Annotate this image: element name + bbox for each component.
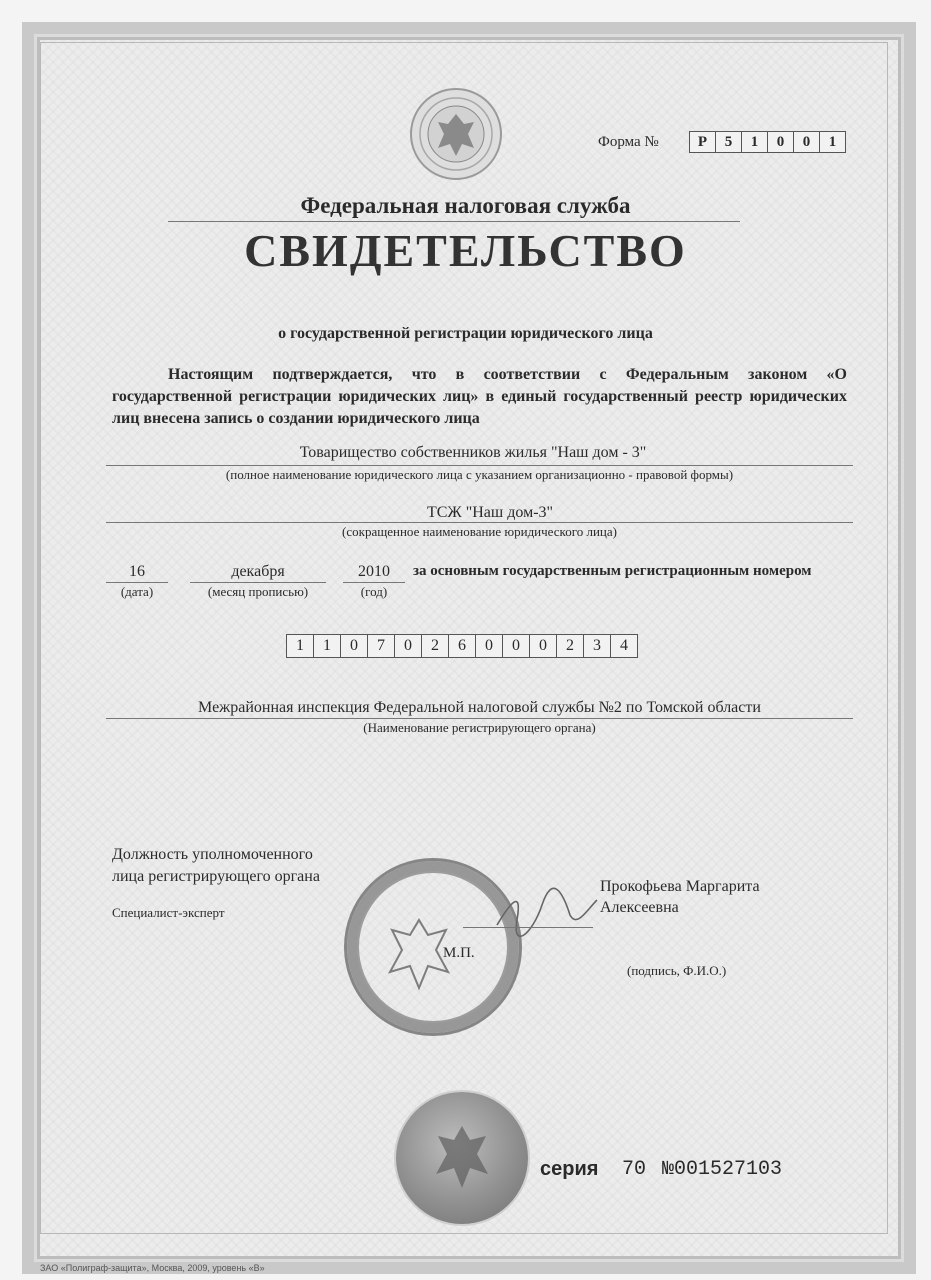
- signatory-position: Специалист-эксперт: [112, 905, 225, 920]
- mp-label: М.П.: [443, 945, 475, 961]
- ogrn-cells: [287, 634, 638, 658]
- document-subtitle: о государственной регистрации юридического лица: [278, 325, 653, 342]
- date-year-line: [343, 582, 405, 583]
- confirmation-paragraph: Настоящим подтверждается, что в соответствии с Федеральным законом «О государственной регистрации юридических лиц» в единый государственный реестр юридических лиц внесена запись о создании юридического лица: [112, 366, 847, 427]
- short-name-caption: (сокращенное наименование юридического лица): [342, 524, 617, 539]
- agency-name: Федеральная налоговая служба: [300, 193, 631, 218]
- form-number-label: Форма №: [598, 134, 659, 150]
- short-name-line: [106, 522, 853, 523]
- date-month: декабря: [231, 563, 285, 580]
- ogrn-digit: 0: [340, 634, 368, 658]
- form-code-cell: 1: [741, 131, 768, 153]
- form-code-cell: 0: [793, 131, 820, 153]
- ogrn-digit: 1: [286, 634, 314, 658]
- full-name-line: [106, 465, 853, 466]
- authority-line: [106, 718, 853, 719]
- form-number-cells: [690, 131, 846, 153]
- signature-caption: (подпись, Ф.И.О.): [627, 963, 727, 978]
- ogrn-digit: 1: [313, 634, 341, 658]
- document-title: СВИДЕТЕЛЬСТВО: [244, 225, 687, 276]
- date-year-caption: (год): [360, 584, 388, 599]
- full-name-caption: (полное наименование юридического лица с указанием организационно - правовой формы): [225, 467, 734, 482]
- certificate-number: №001527103: [662, 1158, 783, 1181]
- registration-number-label: за основным государственным регистрационным номером: [413, 563, 812, 579]
- ogrn-digit: 0: [529, 634, 557, 658]
- entity-short-name: ТСЖ "Наш дом-3": [426, 504, 554, 521]
- signature-line: [463, 927, 593, 928]
- date-month-caption: (месяц прописью): [207, 584, 309, 599]
- ogrn-digit: 2: [421, 634, 449, 658]
- position-label-line-1: Должность уполномоченного: [112, 846, 313, 863]
- ogrn-digit: 0: [502, 634, 530, 658]
- ogrn-digit: 7: [367, 634, 395, 658]
- ogrn-digit: 6: [448, 634, 476, 658]
- ogrn-digit: 4: [610, 634, 638, 658]
- series-code: 70: [622, 1158, 647, 1181]
- agency-underline: [168, 221, 740, 222]
- form-code-cell: Р: [689, 131, 716, 153]
- position-label-line-2: лица регистрирующего органа: [112, 868, 320, 885]
- form-code-cell: 5: [715, 131, 742, 153]
- seal-eagle-icon: [422, 1118, 502, 1198]
- form-code-cell: 0: [767, 131, 794, 153]
- signatory-name-line-2: Алексеевна: [600, 899, 679, 916]
- date-day-line: [106, 582, 168, 583]
- emblem-icon: [408, 86, 504, 182]
- series-label: серия: [540, 1158, 599, 1180]
- date-day: 16: [129, 563, 145, 580]
- printer-footer: ЗАО «Полиграф-защита», Москва, 2009, уровень «В»: [40, 1263, 265, 1273]
- ogrn-digit: 2: [556, 634, 584, 658]
- entity-full-name: Товарищество собственников жилья "Наш дом - 3": [299, 444, 647, 461]
- signature-scribble: [492, 880, 602, 940]
- ogrn-digit: 3: [583, 634, 611, 658]
- authority-name: Межрайонная инспекция Федеральной налоговой службы №2 по Томской области: [198, 699, 761, 716]
- form-code-cell: 1: [819, 131, 846, 153]
- date-year: 2010: [358, 563, 390, 580]
- ogrn-digit: 0: [475, 634, 503, 658]
- ogrn-digit: 0: [394, 634, 422, 658]
- authority-caption: (Наименование регистрирующего органа): [363, 720, 596, 735]
- date-month-line: [190, 582, 326, 583]
- signatory-name-line-1: Прокофьева Маргарита: [600, 878, 760, 895]
- date-day-caption: (дата): [120, 584, 154, 599]
